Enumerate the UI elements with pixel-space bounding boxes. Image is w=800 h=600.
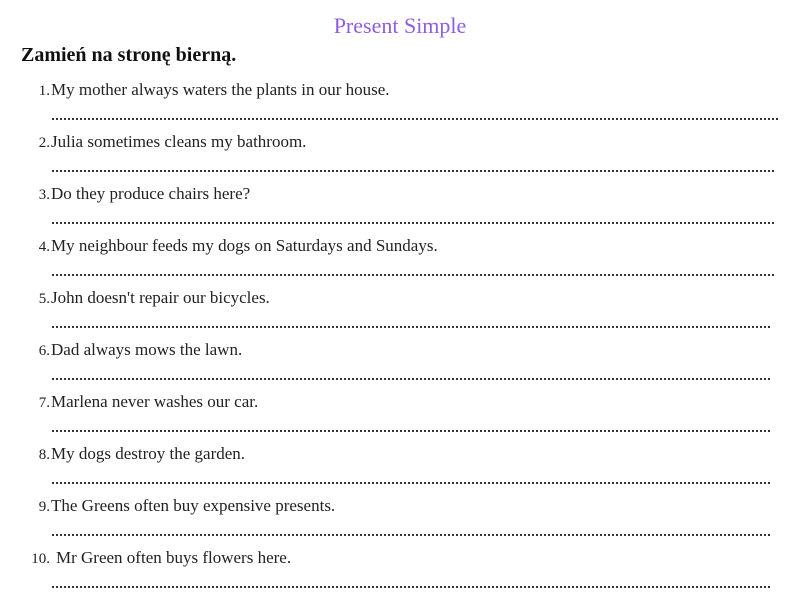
exercise-item-7 — [0, 390, 800, 442]
item-number: 1. — [38, 83, 50, 99]
item-number: 6. — [38, 343, 50, 359]
item-number: 9. — [38, 499, 50, 515]
item-number: 8. — [38, 447, 50, 463]
exercise-item-1 — [0, 78, 800, 130]
answer-line[interactable] — [52, 222, 774, 224]
exercise-item-8 — [0, 442, 800, 494]
item-sentence: My neighbour feeds my dogs on Saturdays and Sundays. — [51, 236, 438, 255]
item-sentence: Dad always mows the lawn. — [51, 340, 243, 359]
item-number: 10. — [31, 551, 50, 567]
answer-line[interactable] — [52, 482, 770, 484]
worksheet-title: Present Simple — [333, 13, 467, 38]
item-sentence: Marlena never washes our car. — [51, 392, 259, 411]
exercise-list — [0, 78, 800, 598]
answer-line[interactable] — [52, 118, 778, 120]
item-sentence: The Greens often buy expensive presents. — [51, 496, 336, 515]
answer-line[interactable] — [52, 430, 770, 432]
exercise-item-5 — [0, 286, 800, 338]
answer-line[interactable] — [52, 170, 774, 172]
exercise-item-2 — [0, 130, 800, 182]
item-sentence: My mother always waters the plants in our house. — [51, 80, 390, 99]
exercise-item-9 — [0, 494, 800, 546]
item-number: 5. — [38, 291, 50, 307]
exercise-item-6 — [0, 338, 800, 390]
answer-line[interactable] — [52, 586, 770, 588]
item-number: 7. — [38, 395, 50, 411]
item-sentence: Mr Green often buys flowers here. — [56, 548, 292, 567]
answer-line[interactable] — [52, 378, 770, 380]
exercise-item-4 — [0, 234, 800, 286]
item-number: 4. — [38, 239, 50, 255]
instruction-heading: Zamień na stronę bierną. — [21, 44, 237, 66]
answer-line[interactable] — [52, 534, 770, 536]
item-number: 2. — [38, 135, 50, 151]
item-sentence: John doesn't repair our bicycles. — [51, 288, 270, 307]
answer-line[interactable] — [52, 326, 770, 328]
exercise-item-10 — [0, 546, 800, 598]
item-sentence: Julia sometimes cleans my bathroom. — [51, 132, 307, 151]
exercise-item-3 — [0, 182, 800, 234]
item-number: 3. — [38, 187, 50, 203]
item-sentence: My dogs destroy the garden. — [51, 444, 246, 463]
answer-line[interactable] — [52, 274, 774, 276]
item-sentence: Do they produce chairs here? — [51, 184, 251, 203]
